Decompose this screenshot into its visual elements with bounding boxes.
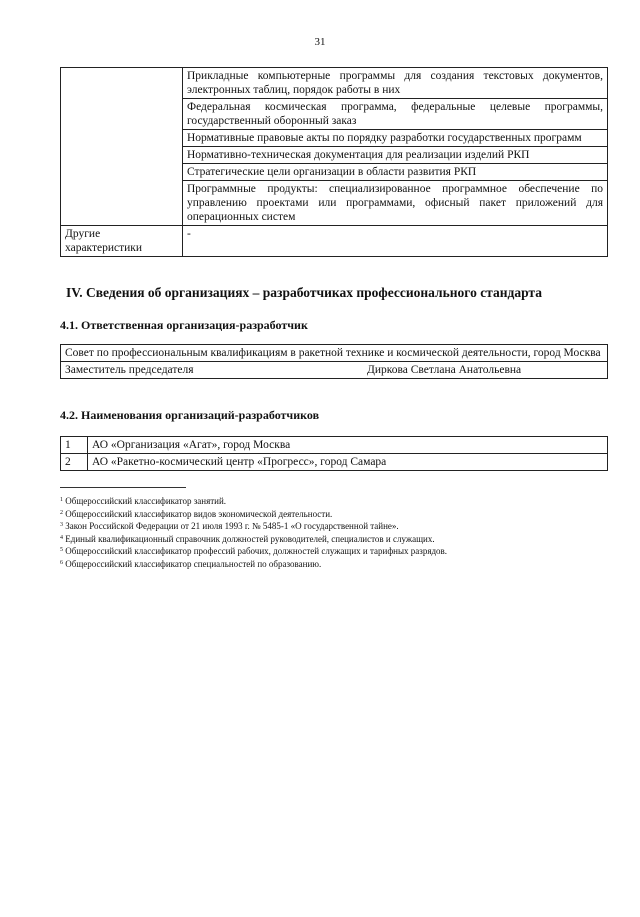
developer-name: АО «Организация «Агат», город Москва <box>88 437 608 454</box>
footnote-marker: 1 <box>60 497 63 503</box>
table-cell: Программные продукты: специализированное программное обеспечение по управлению проектами или программами, офисный пакет приложений для операционных систем <box>183 181 608 226</box>
other-characteristics-label: Другие характеристики <box>61 226 183 257</box>
footnote-marker: 5 <box>60 547 63 554</box>
footnote <box>60 558 620 571</box>
footnote <box>60 495 620 508</box>
responsible-org-name: Совет по профессиональным квалификациям в ракетной технике и космической деятельности, город Москва <box>61 345 608 362</box>
footnote-text: Общероссийский классификатор занятий. <box>65 496 227 506</box>
footnote-marker: 4 <box>60 534 63 541</box>
responsible-signatory <box>61 362 608 379</box>
developers-table <box>60 436 608 471</box>
footnote <box>60 545 620 558</box>
signatory-name: Диркова Светлана Анатольевна <box>367 364 522 376</box>
table-row <box>61 345 608 362</box>
table-row <box>61 362 608 379</box>
footnote-text: Закон Российской Федерации от 21 июля 1993 г. № 5485-1 «О государственной тайне». <box>65 521 399 532</box>
table-row <box>61 454 608 471</box>
other-characteristics-value: - <box>183 226 608 257</box>
page-number: 31 <box>314 36 326 48</box>
footnote-marker: 3 <box>60 522 63 529</box>
table-cell-empty <box>61 68 183 226</box>
developer-number: 2 <box>61 454 88 471</box>
table-row <box>61 437 608 454</box>
developer-number: 1 <box>61 437 88 454</box>
footnote-text: Единый квалификационный справочник должностей руководителей, специалистов и служащих. <box>65 533 435 544</box>
table-cell: Нормативно-техническая документация для реализации изделий РКП <box>183 147 608 164</box>
footnotes <box>60 495 620 571</box>
footnote-marker: 2 <box>60 509 63 516</box>
table-row-other <box>61 226 608 257</box>
footnote-text: Общероссийский классификатор специальностей по образованию. <box>65 558 322 569</box>
table-cell: Стратегические цели организации в области развития РКП <box>183 164 608 181</box>
footnote-separator <box>60 487 186 488</box>
responsible-org-table <box>60 344 608 379</box>
table-row <box>61 68 608 99</box>
footnote-marker: 6 <box>60 559 63 566</box>
responsible-org-heading: 4.1. Ответственная организация-разработчик <box>60 318 308 332</box>
footnote-text: Общероссийский классификатор видов экономической деятельности. <box>65 508 333 519</box>
requirements-table <box>60 67 608 257</box>
developers-heading: 4.2. Наименования организаций-разработчиков <box>60 408 320 422</box>
footnote <box>60 508 620 521</box>
signatory-position: Заместитель председателя <box>65 364 194 376</box>
developer-name: АО «Ракетно-космический центр «Прогресс», город Самара <box>88 454 608 471</box>
table-cell: Нормативные правовые акты по порядку разработки государственных программ <box>183 130 608 147</box>
section-title: IV. Сведения об организациях – разработчиках профессионального стандарта <box>66 285 542 300</box>
footnote <box>60 520 620 533</box>
footnote <box>60 533 620 546</box>
table-cell: Федеральная космическая программа, федеральные целевые программы, государственный оборонный заказ <box>183 99 608 130</box>
table-cell: Прикладные компьютерные программы для создания текстовых документов, электронных таблиц, порядок работы в них <box>183 68 608 99</box>
footnote-text: Общероссийский классификатор профессий рабочих, должностей служащих и тарифных разрядов. <box>65 546 448 557</box>
